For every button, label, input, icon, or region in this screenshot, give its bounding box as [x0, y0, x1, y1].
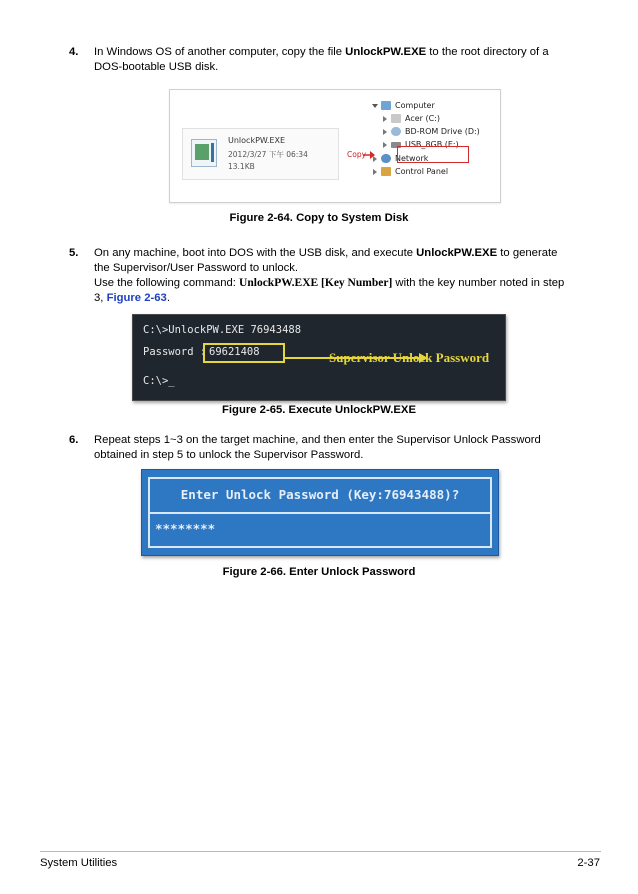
command-text: UnlockPW.EXE [Key Number]	[239, 277, 393, 289]
filename-bold: UnlockPW.EXE	[416, 247, 498, 259]
footer-section-title: System Utilities	[40, 857, 118, 869]
step-6	[69, 433, 589, 465]
copy-label: Copy	[347, 150, 367, 159]
exe-file-icon	[191, 139, 217, 167]
file-card	[182, 128, 339, 180]
divider	[150, 512, 490, 514]
drive-icon	[391, 114, 401, 123]
step-5	[69, 246, 589, 308]
footer-divider	[40, 851, 601, 852]
network-icon	[381, 154, 391, 163]
step-number: 4.	[69, 46, 79, 58]
password-highlight-box	[203, 343, 285, 363]
console-line-command: C:\>UnlockPW.EXE 76943488	[143, 324, 302, 336]
footer-page-number: 2-37	[577, 857, 600, 869]
file-date: 2012/3/27 下午 06:34	[228, 150, 308, 159]
filename-bold: UnlockPW.EXE	[345, 46, 427, 58]
copy-screenshot: UnlockPW.EXE 2012/3/27 下午 06:34 13.1KB Copy Computer Acer (C:) BD-ROM Drive (D:) USB_8GB (E:) Network Control Panel	[169, 89, 501, 203]
file-name: UnlockPW.EXE	[228, 136, 286, 145]
step-number: 6.	[69, 434, 79, 446]
figure-2-66-caption: Figure 2-66. Enter Unlock Password	[222, 566, 416, 578]
step-number: 5.	[69, 247, 79, 259]
step-4	[69, 45, 589, 77]
figure-2-65-caption: Figure 2-65. Execute UnlockPW.EXE	[222, 404, 416, 416]
step-text: Repeat steps 1~3 on the target machine, and then enter the Supervisor Unlock Password obtained in step 5 to unlock the Supervisor Password.	[94, 434, 541, 461]
dialog-prompt: Enter Unlock Password (Key:76943488)?	[180, 487, 460, 502]
console-prompt: C:\>_	[143, 375, 175, 387]
figure-2-64-caption: Figure 2-64. Copy to System Disk	[229, 212, 409, 224]
step-text: In Windows OS of another computer, copy the file UnlockPW.EXE to the root directory of a DOS-bootable USB disk.	[94, 46, 549, 73]
file-size: 13.1KB	[228, 162, 255, 171]
control-panel-icon	[381, 167, 391, 176]
dos-console	[132, 314, 506, 401]
step-text: On any machine, boot into DOS with the USB disk, and execute UnlockPW.EXE to generate the Supervisor/User Password to unlock. Use the following command: UnlockPW.EXE [Key Number] with the key number noted in step 3, Figure 2-63.	[94, 247, 565, 304]
usb-highlight-box	[397, 146, 469, 163]
console-password-value: 69621408	[209, 346, 260, 358]
supervisor-unlock-label: Supervisor Unlock Password	[329, 350, 490, 365]
password-input[interactable]: ********	[155, 521, 216, 536]
dialog-frame	[148, 477, 492, 548]
console-password-label: Password :	[143, 346, 213, 358]
computer-icon	[381, 101, 391, 110]
figure-link[interactable]: Figure 2-63	[106, 292, 167, 304]
unlock-password-dialog	[141, 469, 499, 556]
disc-icon	[391, 127, 401, 136]
